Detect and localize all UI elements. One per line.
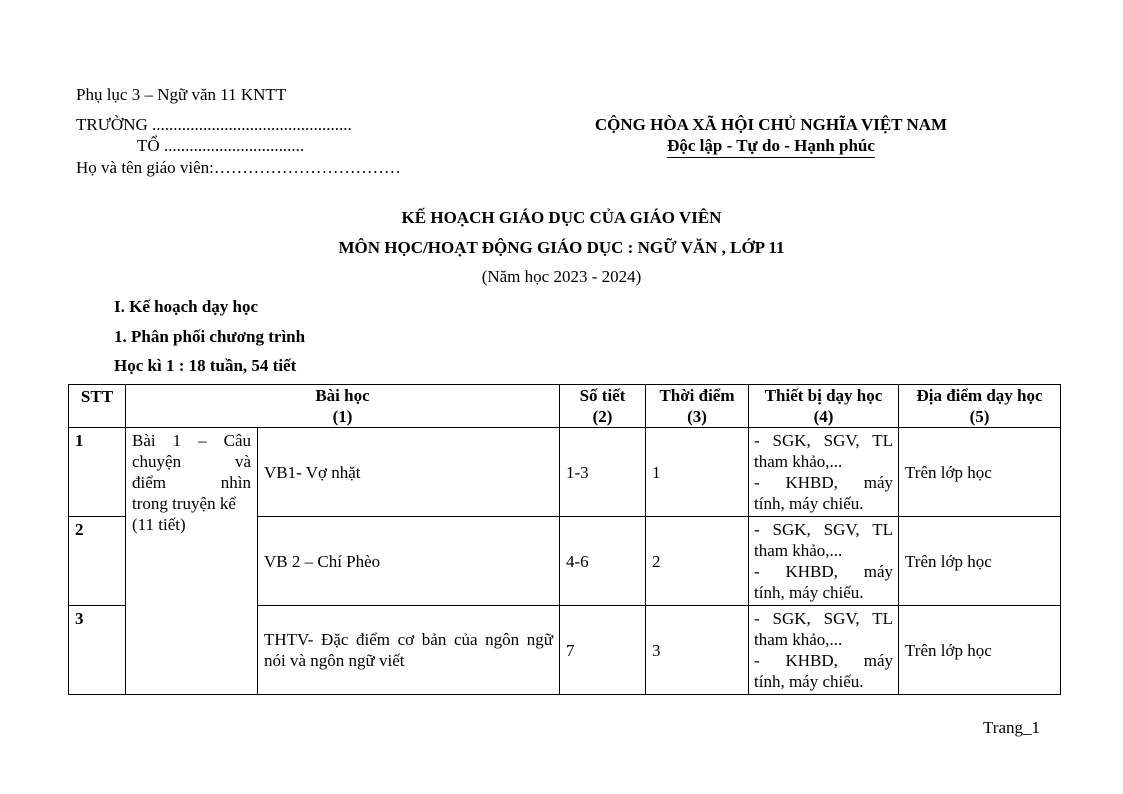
row-time: 2	[646, 517, 749, 606]
header-equipment-label: Thiết bị dạy học	[764, 386, 883, 405]
header-time-number: (3)	[687, 407, 707, 426]
row-equipment	[749, 517, 899, 606]
equipment-line: - SGK, SGV, TL	[754, 609, 893, 628]
row-equipment	[749, 606, 899, 695]
table-row	[69, 428, 1061, 517]
lesson-group-line: Bài 1 – Câu	[132, 431, 251, 450]
row-lesson: THTV- Đặc điểm cơ bản của ngôn ngữ nói và ngôn ngữ viết	[258, 606, 560, 695]
equipment-line: tham khảo,...	[754, 630, 843, 649]
header-lesson-label: Bài học	[315, 386, 370, 405]
appendix-label: Phụ lục 3 – Ngữ văn 11 KNTT	[76, 85, 287, 104]
motto-wrap	[560, 136, 982, 156]
header-place-label: Địa điểm dạy học	[916, 386, 1043, 405]
equipment-line: - KHBD, máy	[754, 651, 893, 670]
lesson-group-line: trong truyện kể	[132, 494, 236, 513]
header-time	[646, 385, 749, 428]
equipment-line: - SGK, SGV, TL	[754, 520, 893, 539]
teacher-line: Họ và tên giáo viên:……………………………	[76, 158, 401, 177]
row-periods: 4-6	[560, 517, 646, 606]
header-time-label: Thời điểm	[659, 386, 735, 405]
header-place-number: (5)	[969, 407, 990, 426]
equipment-line: - KHBD, máy	[754, 562, 893, 581]
row-place: Trên lớp học	[899, 517, 1061, 606]
equipment-line: - KHBD, máy	[754, 473, 893, 492]
lesson-group-line: điểm nhìn	[132, 473, 251, 492]
equipment-line: tính, máy chiếu.	[754, 494, 864, 513]
motto: Độc lập - Tự do - Hạnh phúc	[667, 136, 875, 158]
curriculum-table	[68, 384, 1061, 695]
row-equipment	[749, 428, 899, 517]
row-place: Trên lớp học	[899, 606, 1061, 695]
row-stt: 3	[69, 606, 126, 695]
doc-subtitle: MÔN HỌC/HOẠT ĐỘNG GIÁO DỤC : NGỮ VĂN , LỚP 11	[338, 238, 785, 257]
republic-heading: CỘNG HÒA XÃ HỘI CHỦ NGHĨA VIỆT NAM	[594, 115, 948, 134]
school-year: (Năm học 2023 - 2024)	[481, 267, 642, 286]
row-time: 1	[646, 428, 749, 517]
school-line: TRƯỜNG ...............................................	[76, 115, 352, 134]
doc-title: KẾ HOẠCH GIÁO DỤC CỦA GIÁO VIÊN	[401, 208, 722, 227]
section-heading: I. Kế hoạch dạy học	[114, 297, 259, 316]
subsection-heading: 1. Phân phối chương trình	[114, 327, 306, 346]
header-equipment	[749, 385, 899, 428]
header-periods	[560, 385, 646, 428]
header-periods-number: (2)	[592, 407, 613, 426]
row-lesson: VB 2 – Chí Phèo	[258, 517, 560, 606]
equipment-line: tính, máy chiếu.	[754, 583, 864, 602]
page-number: Trang_1	[983, 718, 1040, 737]
row-time: 3	[646, 606, 749, 695]
lesson-group-line: (11 tiết)	[132, 515, 186, 534]
lesson-group-cell	[126, 428, 258, 695]
header-lesson	[126, 385, 560, 428]
equipment-line: tính, máy chiếu.	[754, 672, 864, 691]
semester-heading: Học kì 1 : 18 tuần, 54 tiết	[114, 356, 297, 375]
header-stt: STT	[69, 385, 126, 428]
row-stt: 2	[69, 517, 126, 606]
equipment-line: - SGK, SGV, TL	[754, 431, 893, 450]
row-stt: 1	[69, 428, 126, 517]
header-lesson-number: (1)	[332, 407, 353, 426]
row-periods: 1-3	[560, 428, 646, 517]
equipment-line: tham khảo,...	[754, 541, 843, 560]
lesson-group-line: chuyện và	[132, 452, 251, 471]
header-equipment-number: (4)	[813, 407, 834, 426]
header-place	[899, 385, 1061, 428]
row-periods: 7	[560, 606, 646, 695]
table-header-row	[69, 385, 1061, 428]
row-place: Trên lớp học	[899, 428, 1061, 517]
group-line: TỔ .................................	[137, 136, 305, 155]
header-periods-label: Số tiết	[579, 386, 626, 405]
row-lesson: VB1- Vợ nhặt	[258, 428, 560, 517]
equipment-line: tham khảo,...	[754, 452, 843, 471]
